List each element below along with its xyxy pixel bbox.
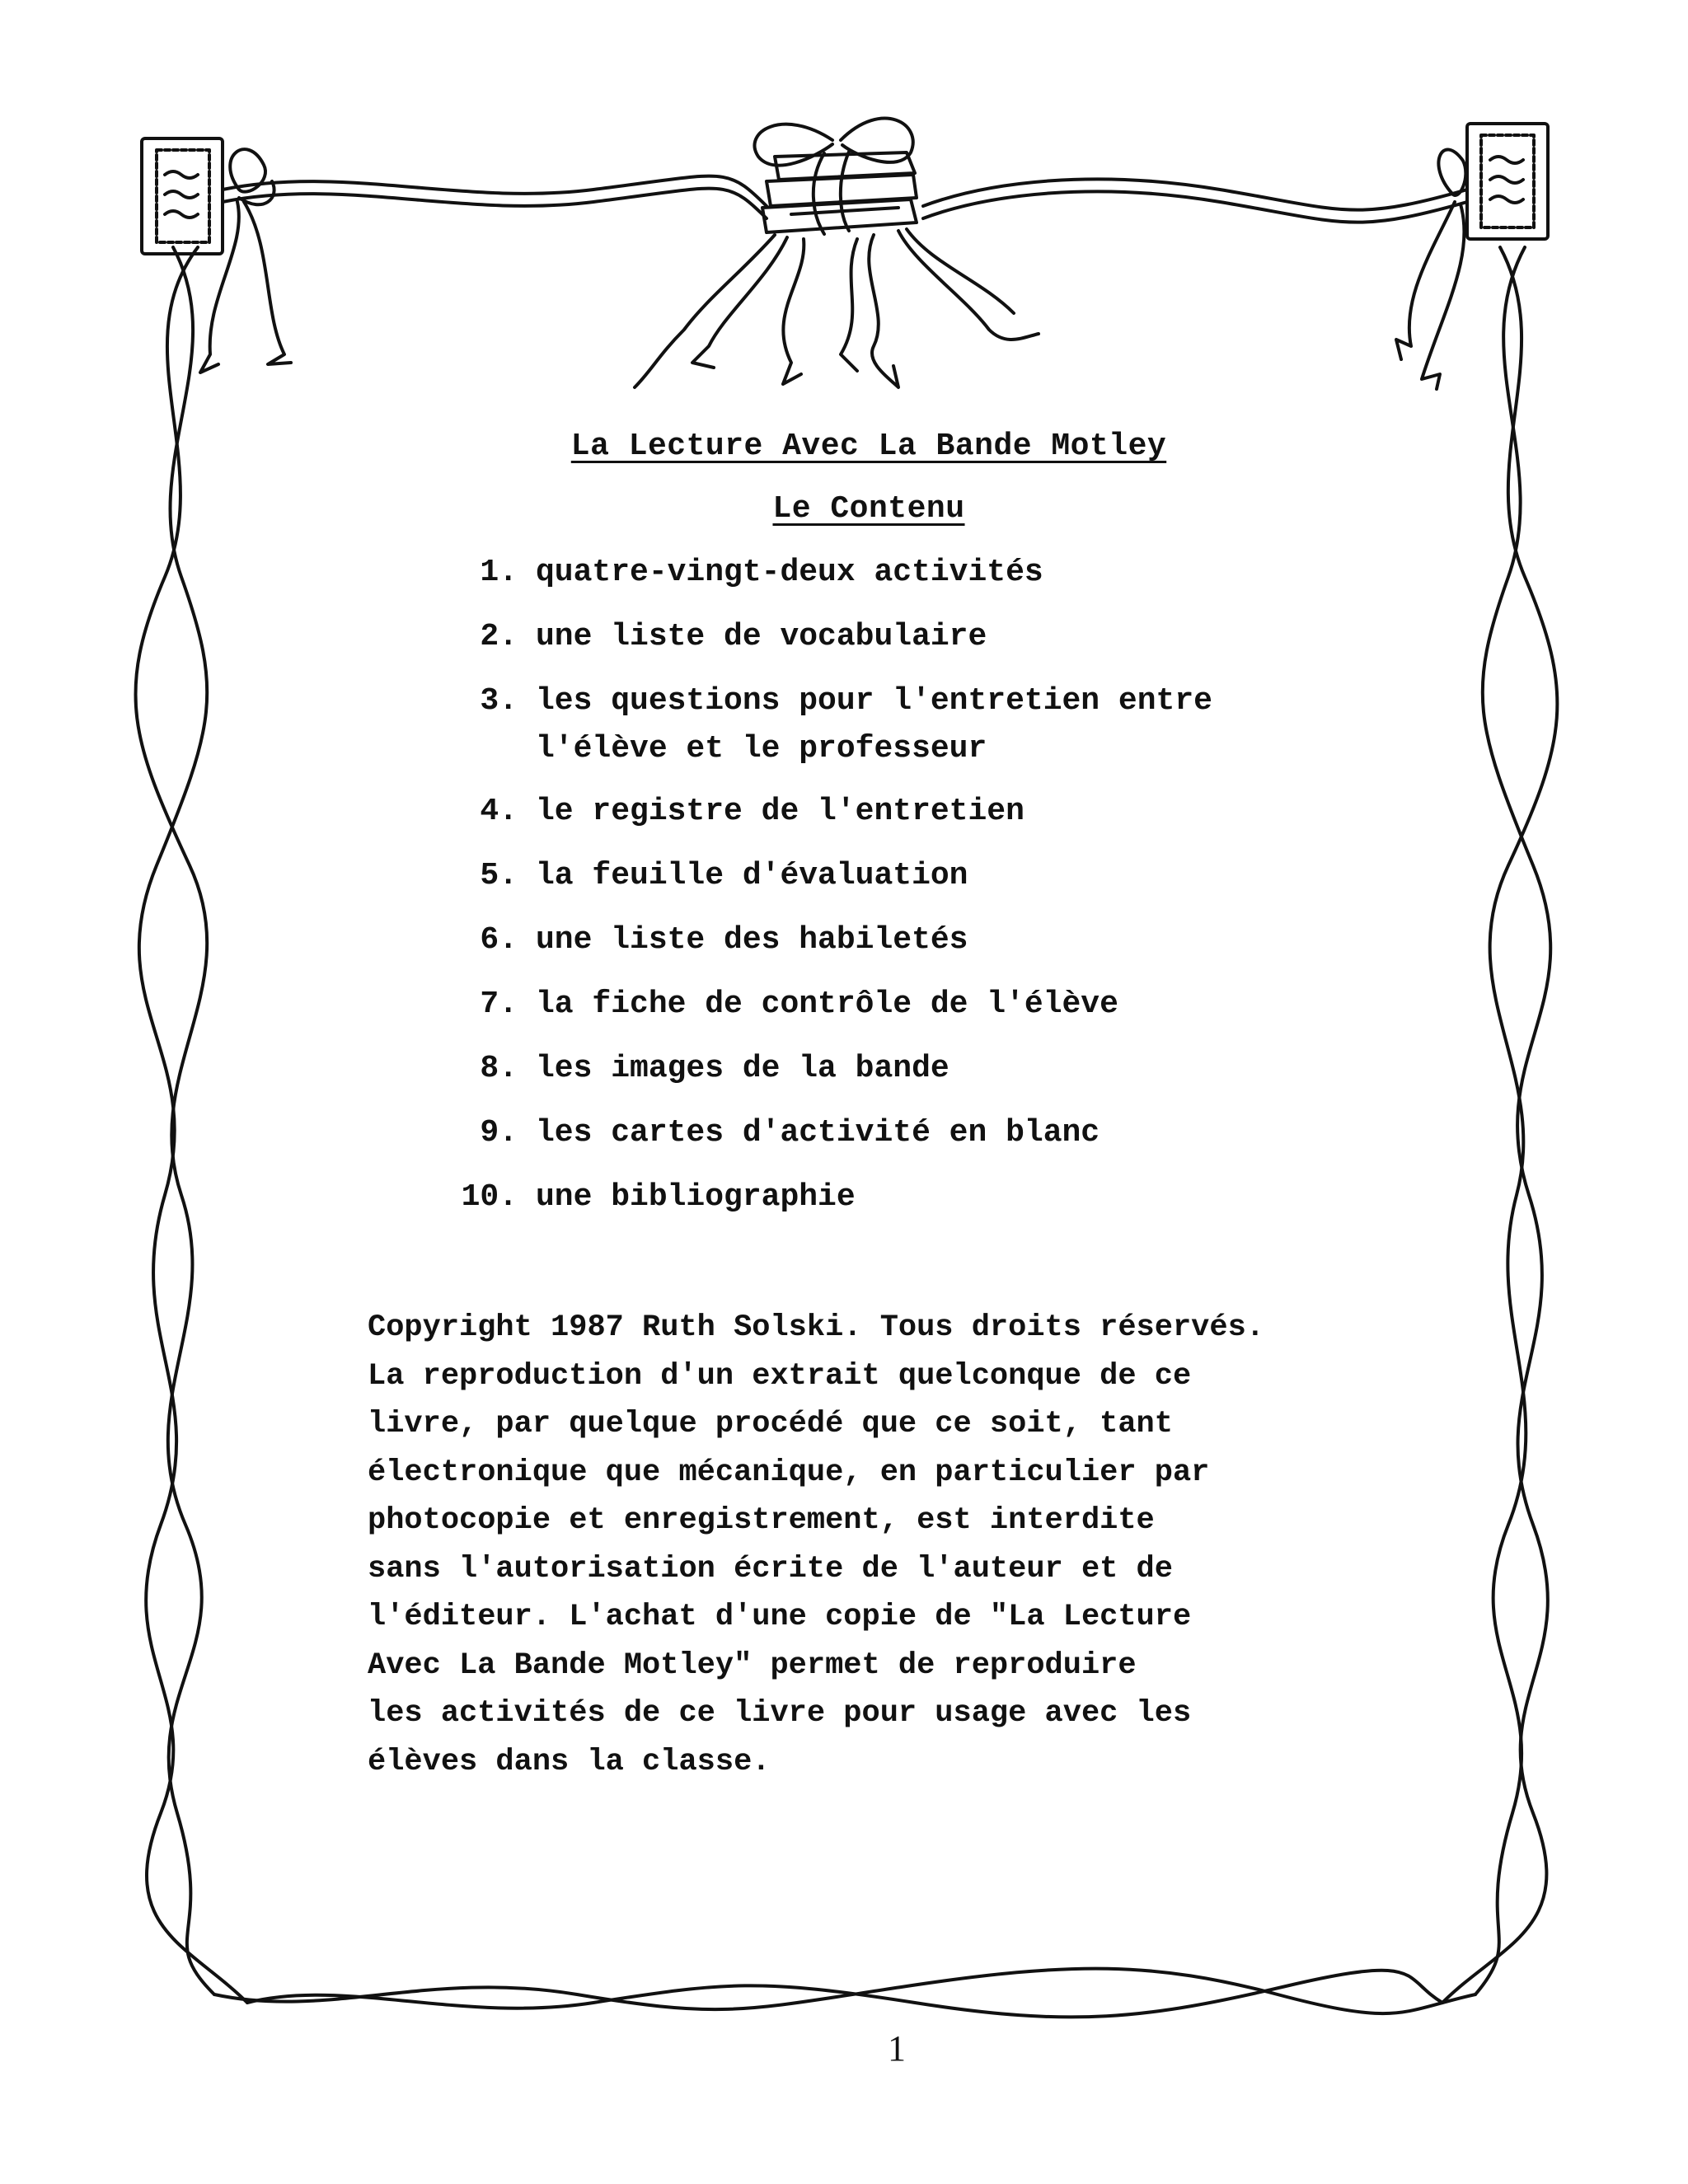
document-title: La Lecture Avec La Bande Motley (570, 429, 1167, 464)
bottom-ribbon (214, 1969, 1475, 2018)
copyright-line: élèves dans la classe. (368, 1744, 771, 1779)
list-item-text: une bibliographie (536, 1179, 856, 1215)
book-bundle-icon (635, 119, 1039, 387)
list-item-number: 8. (480, 1051, 518, 1086)
list-item-number: 9. (480, 1115, 518, 1151)
list-item-text: les questions pour l'entretien entre (536, 683, 1212, 719)
list-item (429, 788, 1025, 836)
list-item-number: 4. (480, 794, 518, 829)
list-item-text: une liste de vocabulaire (536, 619, 987, 654)
top-right-stamp-icon (1396, 124, 1548, 389)
list-item-number: 1. (480, 555, 518, 590)
list-item-number: 10. (461, 1179, 518, 1215)
copyright-line: livre, par quelque procédé que ce soit, tant (368, 1407, 1173, 1441)
list-item (429, 1045, 950, 1093)
list-item-text: la fiche de contrôle de l'élève (536, 987, 1118, 1022)
list-item-text: les cartes d'activité en blanc (536, 1115, 1100, 1151)
list-item (429, 916, 968, 964)
top-ribbon (223, 176, 1467, 223)
list-item (429, 852, 968, 900)
list-item (429, 1109, 1100, 1157)
list-item-text: une liste des habiletés (536, 922, 968, 958)
list-item-number: 7. (480, 987, 518, 1022)
copyright-line: les activités de ce livre pour usage avec les (368, 1696, 1192, 1731)
copyright-line: La reproduction d'un extrait quelconque de ce (368, 1358, 1192, 1394)
list-item-text: les images de la bande (536, 1051, 950, 1086)
copyright-line: électronique que mécanique, en particulier par (368, 1455, 1210, 1490)
copyright-line: photocopie et enregistrement, est interdite (368, 1503, 1155, 1538)
list-item-number: 5. (480, 858, 518, 893)
copyright-line: Copyright 1987 Ruth Solski. Tous droits réservés. (368, 1310, 1264, 1345)
page-number: 1 (888, 2028, 906, 2069)
top-left-stamp-icon (142, 138, 291, 373)
list-item-text: le registre de l'entretien (536, 794, 1025, 829)
contents-heading: Le Contenu (772, 491, 965, 527)
list-item-number: 3. (480, 683, 518, 719)
list-item (429, 549, 1043, 597)
copyright-line: sans l'autorisation écrite de l'auteur et de (368, 1551, 1173, 1586)
list-item-text: la feuille d'évaluation (536, 858, 968, 893)
copyright-line: Avec La Bande Motley" permet de reproduire (368, 1647, 1137, 1683)
list-item (429, 1174, 856, 1221)
list-item-number: 6. (480, 922, 518, 958)
list-item (429, 677, 1212, 773)
copyright-line: l'éditeur. L'achat d'une copie de "La Lecture (368, 1600, 1192, 1634)
list-item (429, 981, 1118, 1029)
copyright-notice (368, 1304, 1340, 1786)
list-item (429, 613, 987, 661)
list-item-text: quatre-vingt-deux activités (536, 555, 1043, 590)
list-item-number: 2. (480, 619, 518, 654)
list-item-text-continued: l'élève et le professeur (536, 731, 987, 766)
